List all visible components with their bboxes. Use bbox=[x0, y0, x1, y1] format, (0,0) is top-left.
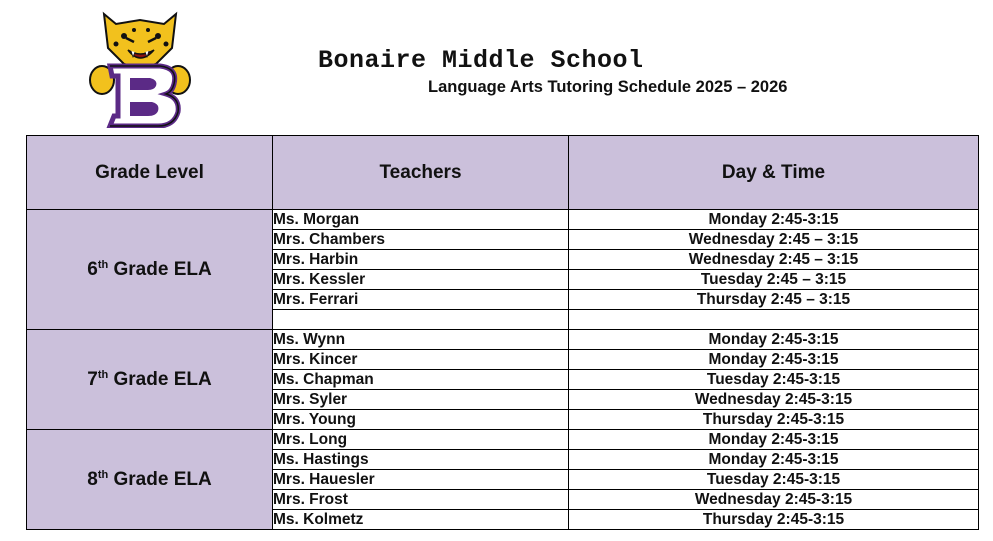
teacher-cell: Mrs. Chambers bbox=[273, 230, 569, 250]
jaguar-b-logo-icon bbox=[86, 8, 194, 128]
teacher-cell: Mrs. Syler bbox=[273, 390, 569, 410]
table-row bbox=[27, 210, 979, 230]
time-cell-empty bbox=[569, 310, 979, 330]
time-cell: Wednesday 2:45 – 3:15 bbox=[569, 230, 979, 250]
schedule-subtitle: Language Arts Tutoring Schedule 2025 – 2026 bbox=[428, 78, 788, 96]
teacher-cell: Mrs. Kessler bbox=[273, 270, 569, 290]
teacher-cell: Mrs. Young bbox=[273, 410, 569, 430]
teacher-cell-empty bbox=[273, 310, 569, 330]
time-cell: Tuesday 2:45-3:15 bbox=[569, 470, 979, 490]
time-cell: Thursday 2:45 – 3:15 bbox=[569, 290, 979, 310]
teacher-cell: Ms. Hastings bbox=[273, 450, 569, 470]
grade-cell-7th: 7th Grade ELA bbox=[27, 330, 273, 430]
time-cell: Wednesday 2:45 – 3:15 bbox=[569, 250, 979, 270]
table-header-row bbox=[27, 136, 979, 210]
teacher-cell: Mrs. Harbin bbox=[273, 250, 569, 270]
time-cell: Monday 2:45-3:15 bbox=[569, 210, 979, 230]
teacher-cell: Ms. Morgan bbox=[273, 210, 569, 230]
tutoring-schedule-table bbox=[26, 135, 979, 530]
teacher-cell: Mrs. Ferrari bbox=[273, 290, 569, 310]
teacher-cell: Mrs. Long bbox=[273, 430, 569, 450]
teacher-cell: Mrs. Frost bbox=[273, 490, 569, 510]
time-cell: Wednesday 2:45-3:15 bbox=[569, 390, 979, 410]
grade-cell-8th: 8th Grade ELA bbox=[27, 430, 273, 530]
teacher-cell: Ms. Kolmetz bbox=[273, 510, 569, 530]
column-header-day-time: Day & Time bbox=[569, 136, 979, 210]
column-header-grade-level: Grade Level bbox=[27, 136, 273, 210]
teacher-cell: Mrs. Hauesler bbox=[273, 470, 569, 490]
table-row bbox=[27, 430, 979, 450]
teacher-cell: Ms. Chapman bbox=[273, 370, 569, 390]
grade-cell-6th: 6th Grade ELA bbox=[27, 210, 273, 330]
time-cell: Monday 2:45-3:15 bbox=[569, 330, 979, 350]
school-name: Bonaire Middle School bbox=[318, 46, 644, 75]
table-row bbox=[27, 330, 979, 350]
time-cell: Thursday 2:45-3:15 bbox=[569, 510, 979, 530]
time-cell: Monday 2:45-3:15 bbox=[569, 350, 979, 370]
time-cell: Monday 2:45-3:15 bbox=[569, 450, 979, 470]
teacher-cell: Mrs. Kincer bbox=[273, 350, 569, 370]
teacher-cell: Ms. Wynn bbox=[273, 330, 569, 350]
column-header-teachers: Teachers bbox=[273, 136, 569, 210]
time-cell: Tuesday 2:45 – 3:15 bbox=[569, 270, 979, 290]
time-cell: Tuesday 2:45-3:15 bbox=[569, 370, 979, 390]
time-cell: Monday 2:45-3:15 bbox=[569, 430, 979, 450]
time-cell: Thursday 2:45-3:15 bbox=[569, 410, 979, 430]
time-cell: Wednesday 2:45-3:15 bbox=[569, 490, 979, 510]
